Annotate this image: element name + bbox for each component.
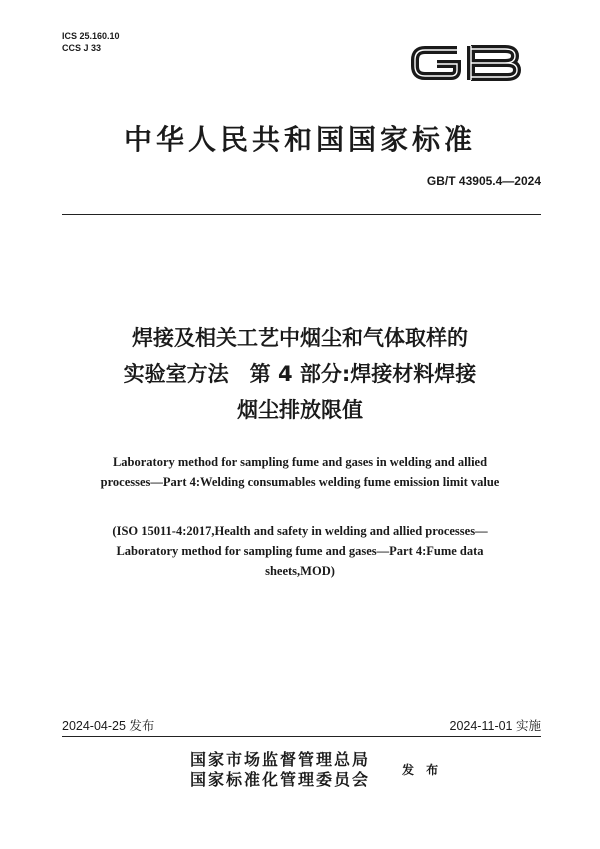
standard-number: GB/T 43905.4—2024: [426, 174, 541, 188]
english-title: [60, 452, 540, 492]
issuing-authorities: [190, 750, 370, 790]
dates-row: [62, 716, 541, 734]
release-label: 发 布: [402, 763, 443, 777]
gb-logo: [405, 36, 527, 90]
ics-code: ICS 25.160.10: [62, 31, 120, 41]
chinese-title-line-2: 实验室方法 第 4 部分:焊接材料焊接: [123, 362, 477, 386]
issuer-samr: 国家市场监督管理总局: [190, 750, 371, 769]
chinese-title: [40, 320, 560, 428]
implement-date: 2024-11-01 实施: [449, 719, 541, 733]
english-title-line-1: Laboratory method for sampling fume and gases in welding and allied: [112, 455, 488, 469]
english-title-line-2: processes—Part 4:Welding consumables welding fume emission limit value: [100, 475, 500, 489]
classification-codes: [62, 30, 120, 54]
iso-reference-line-3: sheets,MOD): [265, 564, 335, 578]
issuer-sac: 国家标准化管理委员会: [190, 770, 371, 789]
national-standard-heading: 中华人民共和国国家标准: [123, 123, 476, 156]
iso-reference: [60, 521, 540, 581]
footer-divider: [62, 736, 541, 737]
ccs-code: CCS J 33: [62, 43, 102, 53]
iso-reference-line-2: Laboratory method for sampling fume and gases—Part 4:Fume data: [116, 544, 484, 558]
chinese-title-line-1: 焊接及相关工艺中烟尘和气体取样的: [132, 326, 468, 350]
iso-reference-line-1: (ISO 15011-4:2017,Health and safety in welding and allied processes—: [112, 524, 488, 538]
header-divider: [62, 214, 541, 215]
publish-date: 2024-04-25 发布: [62, 719, 155, 733]
chinese-title-line-3: 烟尘排放限值: [237, 398, 363, 422]
